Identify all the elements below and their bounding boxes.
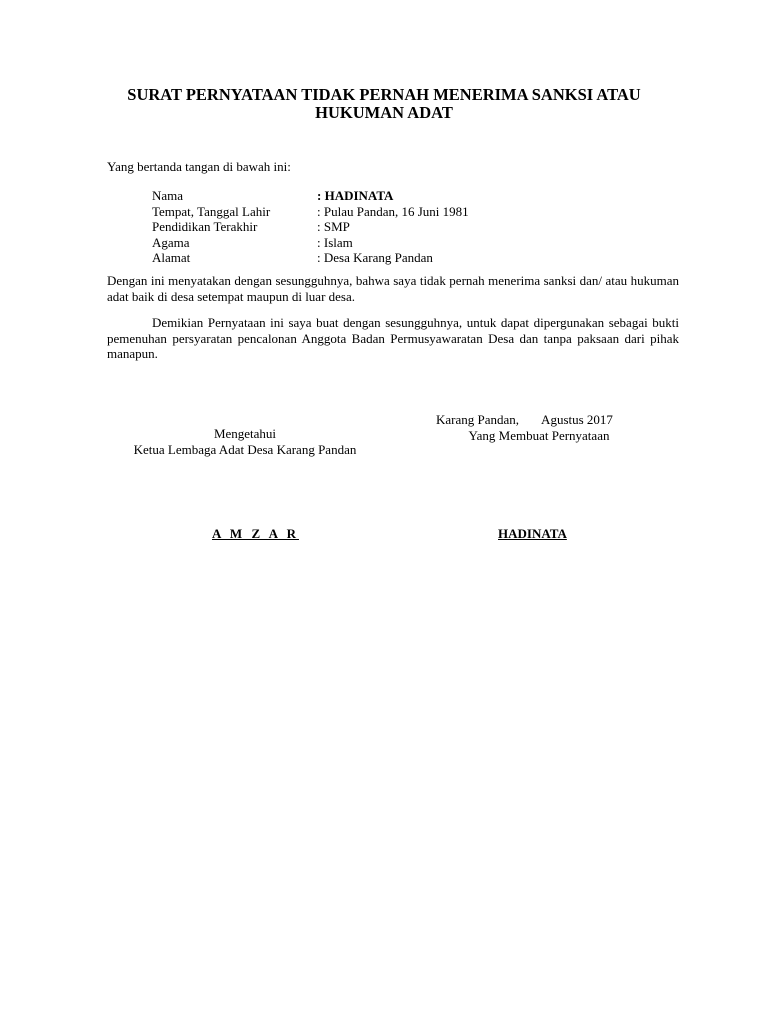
- statement-paragraph: Dengan ini menyatakan dengan sesungguhnya, bahwa saya tidak pernah menerima sanksi dan/ atau hukuman adat baik di desa setempat maupun di luar desa.: [107, 273, 679, 304]
- identity-fields: [152, 188, 469, 266]
- acknowledger-title: Ketua Lembaga Adat Desa Karang Pandan: [133, 441, 357, 457]
- field-label: Pendidikan Terakhir: [152, 219, 258, 234]
- field-value: : HADINATA: [317, 188, 394, 203]
- field-value: : Pulau Pandan, 16 Juni 1981: [317, 203, 469, 219]
- field-row-nama: [152, 188, 469, 204]
- field-value: : SMP: [317, 219, 350, 234]
- field-row-birth: [152, 204, 469, 220]
- maker-title: Yang Membuat Pernyataan: [468, 428, 610, 443]
- field-value: : Desa Karang Pandan: [317, 250, 433, 265]
- title-line-2: HUKUMAN ADAT: [315, 103, 453, 122]
- acknowledged-label: Mengetahui: [213, 426, 277, 441]
- field-row-religion: [152, 235, 469, 251]
- intro-text: Yang bertanda tangan di bawah ini:: [107, 159, 291, 174]
- field-row-address: [152, 250, 469, 266]
- field-value: : Islam: [317, 234, 353, 250]
- signer-left-name: A M Z A R: [212, 526, 299, 541]
- closing-paragraph: Demikian Pernyataan ini saya buat dengan sesungguhnya, untuk dapat dipergunakan sebagai bukti pemenuhan persyaratan pencalonan Anggota Badan Permusyawaratan Desa dan tanpa paksaan dari pihak manapun.: [107, 315, 679, 361]
- title-line-1: SURAT PERNYATAAN TIDAK PERNAH MENERIMA SANKSI ATAU: [127, 85, 641, 104]
- field-row-education: [152, 219, 469, 235]
- acknowledgement-block: [100, 426, 390, 457]
- field-label: Agama: [152, 234, 190, 250]
- place-date: Karang Pandan, Agustus 2017: [436, 412, 613, 427]
- field-label: Nama: [152, 188, 184, 203]
- signer-right-name: HADINATA: [498, 526, 567, 541]
- field-label: Tempat, Tanggal Lahir: [152, 203, 271, 219]
- field-label: Alamat: [152, 250, 191, 265]
- document-title: [100, 86, 668, 122]
